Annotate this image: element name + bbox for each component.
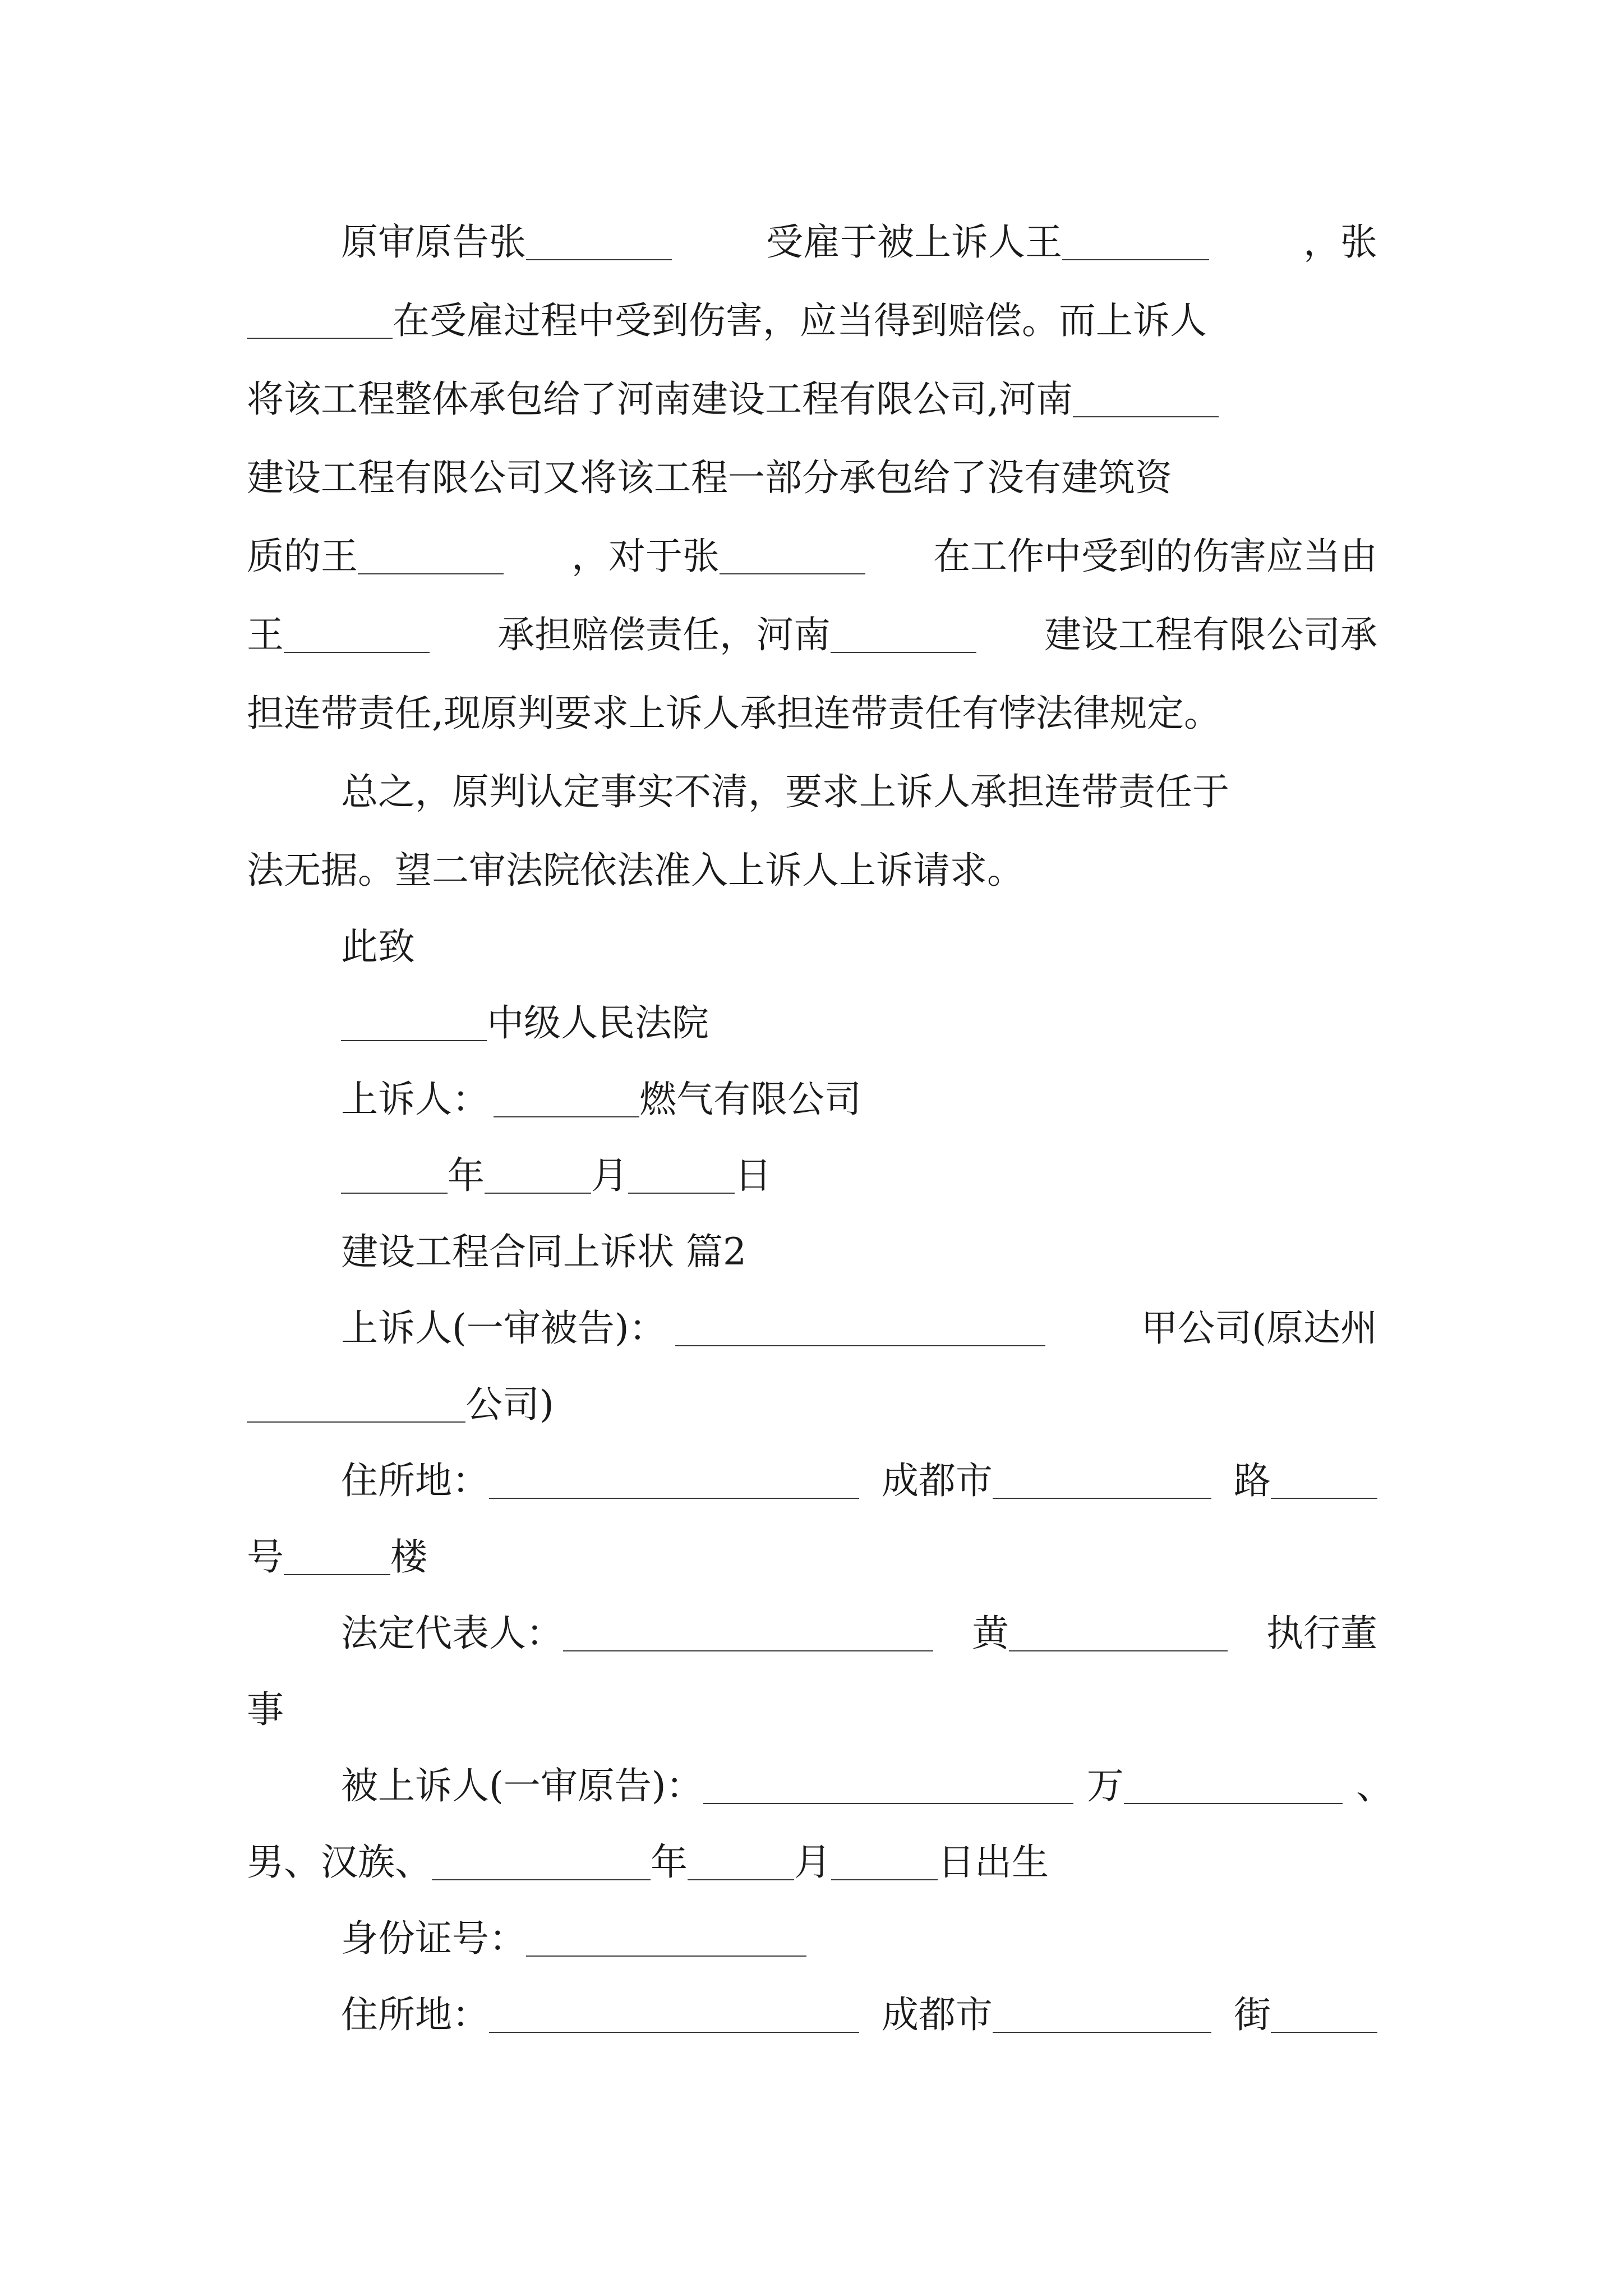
text-segment: 月: [794, 1841, 831, 1884]
text-segment: 街: [1234, 1993, 1271, 2036]
blank-field: [284, 1539, 390, 1575]
text-segment: 日: [735, 1154, 772, 1197]
blank-field: [247, 303, 393, 339]
text-line: [341, 209, 1377, 276]
text-segment: 此致: [341, 925, 415, 968]
text-segment: 建设工程有限公司又将该工程一部分承包给了没有建筑资: [247, 456, 1172, 499]
text-segment: 路: [1234, 1459, 1271, 1502]
text-line: [247, 1371, 1377, 1438]
text-line: [341, 990, 1472, 1057]
blank-field: [526, 224, 672, 260]
text-segment: 成都市: [882, 1993, 993, 2036]
text-segment: 年: [448, 1154, 485, 1197]
blank-field: [341, 1158, 448, 1194]
text-segment: 月: [591, 1154, 628, 1197]
blank-field: [1271, 1997, 1377, 2033]
text-segment: 担连带责任,现原判要求上诉人承担连带责任有悖法律规定。: [247, 692, 1221, 735]
text-line: [247, 444, 1377, 512]
text-segment: 质的王: [247, 535, 358, 578]
blank-field: [1271, 1463, 1377, 1499]
blank-field: [993, 1997, 1211, 2033]
text-segment: 王: [247, 613, 284, 656]
text-line: [247, 1524, 1377, 1591]
blank-field: [703, 1768, 1073, 1804]
blank-field: [489, 1463, 859, 1499]
text-line: [341, 1600, 1377, 1667]
blank-field: [675, 1310, 1045, 1346]
text-line: [247, 1829, 1377, 1896]
blank-field: [1062, 224, 1209, 260]
text-segment: 承担赔偿责任，河南: [497, 613, 831, 656]
text-segment: 在受雇过程中受到伤害，应当得到赔偿。而上诉人: [393, 299, 1207, 342]
blank-field: [993, 1463, 1211, 1499]
blank-field: [526, 1921, 806, 1957]
text-segment: 甲公司(原达州: [1141, 1306, 1377, 1350]
text-segment: 事: [247, 1688, 284, 1731]
text-line: [247, 601, 1377, 669]
blank-field: [831, 1844, 938, 1880]
text-line: [341, 1142, 1472, 1209]
text-segment: 法无据。望二审法院依法准入上诉人上诉请求。: [247, 849, 1024, 892]
text-line: [247, 837, 1377, 904]
text-segment: 燃气有限公司: [639, 1078, 861, 1121]
blank-field: [284, 617, 430, 653]
blank-field: [489, 1997, 859, 2033]
text-segment: 年: [651, 1841, 688, 1884]
text-line: [341, 758, 1377, 826]
text-segment: 成都市: [882, 1459, 993, 1502]
text-segment: 、: [1356, 1764, 1393, 1807]
blank-field: [1073, 381, 1219, 417]
text-line: [247, 523, 1377, 590]
text-segment: 住所地：: [341, 1459, 489, 1502]
text-segment: 身份证号：: [341, 1917, 526, 1960]
blank-field: [563, 1616, 933, 1651]
text-segment: 受雇于被上诉人王: [766, 220, 1062, 264]
blank-field: [720, 539, 865, 574]
text-line: [247, 680, 1377, 747]
text-segment: 中级人民法院: [487, 1001, 709, 1045]
text-segment: 号: [247, 1535, 284, 1579]
blank-field: [688, 1844, 794, 1880]
text-segment: 上诉人：: [341, 1078, 489, 1121]
blank-field: [485, 1158, 591, 1194]
blank-field: [628, 1158, 735, 1194]
text-line: [341, 1752, 1393, 1820]
blank-field: [341, 1005, 487, 1041]
text-line: [341, 1295, 1377, 1362]
text-segment: 日出生: [938, 1841, 1049, 1884]
text-segment: 原审原告张: [341, 220, 526, 264]
text-line: [247, 366, 1377, 433]
text-segment: 黄: [972, 1612, 1009, 1655]
blank-field: [432, 1844, 651, 1880]
text-line: [341, 1447, 1377, 1515]
text-segment: 将该工程整体承包给了河南建设工程有限公司,河南: [247, 378, 1073, 421]
text-line: [247, 1676, 1377, 1743]
text-segment: 楼: [390, 1535, 427, 1579]
text-line: [341, 1905, 1472, 1972]
text-segment: 男、汉族、: [247, 1841, 432, 1884]
blank-field: [494, 1082, 639, 1117]
blank-field: [1009, 1616, 1228, 1651]
section-heading: [341, 1218, 1472, 1286]
text-segment: 在工作中受到的伤害应当由: [933, 535, 1377, 578]
text-segment: 公司): [465, 1383, 554, 1426]
text-segment: 法定代表人：: [341, 1612, 563, 1655]
text-line: [341, 913, 1472, 981]
text-segment: 建设工程合同上诉状 篇2: [341, 1230, 746, 1273]
text-line: [247, 287, 1377, 355]
text-segment: 上诉人(一审被告)：: [341, 1306, 666, 1350]
text-segment: ，张: [1303, 220, 1377, 264]
text-segment: 执行董: [1266, 1612, 1377, 1655]
blank-field: [247, 1387, 465, 1423]
blank-field: [831, 617, 976, 653]
blank-field: [358, 539, 504, 574]
blank-field: [1124, 1768, 1343, 1804]
text-segment: 建设工程有限公司承: [1044, 613, 1377, 656]
text-segment: 被上诉人(一审原告)：: [341, 1764, 703, 1807]
text-line: [341, 1981, 1377, 2049]
text-segment: 万: [1086, 1764, 1124, 1807]
text-segment: ，对于张: [571, 535, 720, 578]
text-line: [341, 1066, 1472, 1133]
text-segment: 住所地：: [341, 1993, 489, 2036]
text-segment: 总之，原判认定事实不清，要求上诉人承担连带责任于: [341, 770, 1229, 813]
